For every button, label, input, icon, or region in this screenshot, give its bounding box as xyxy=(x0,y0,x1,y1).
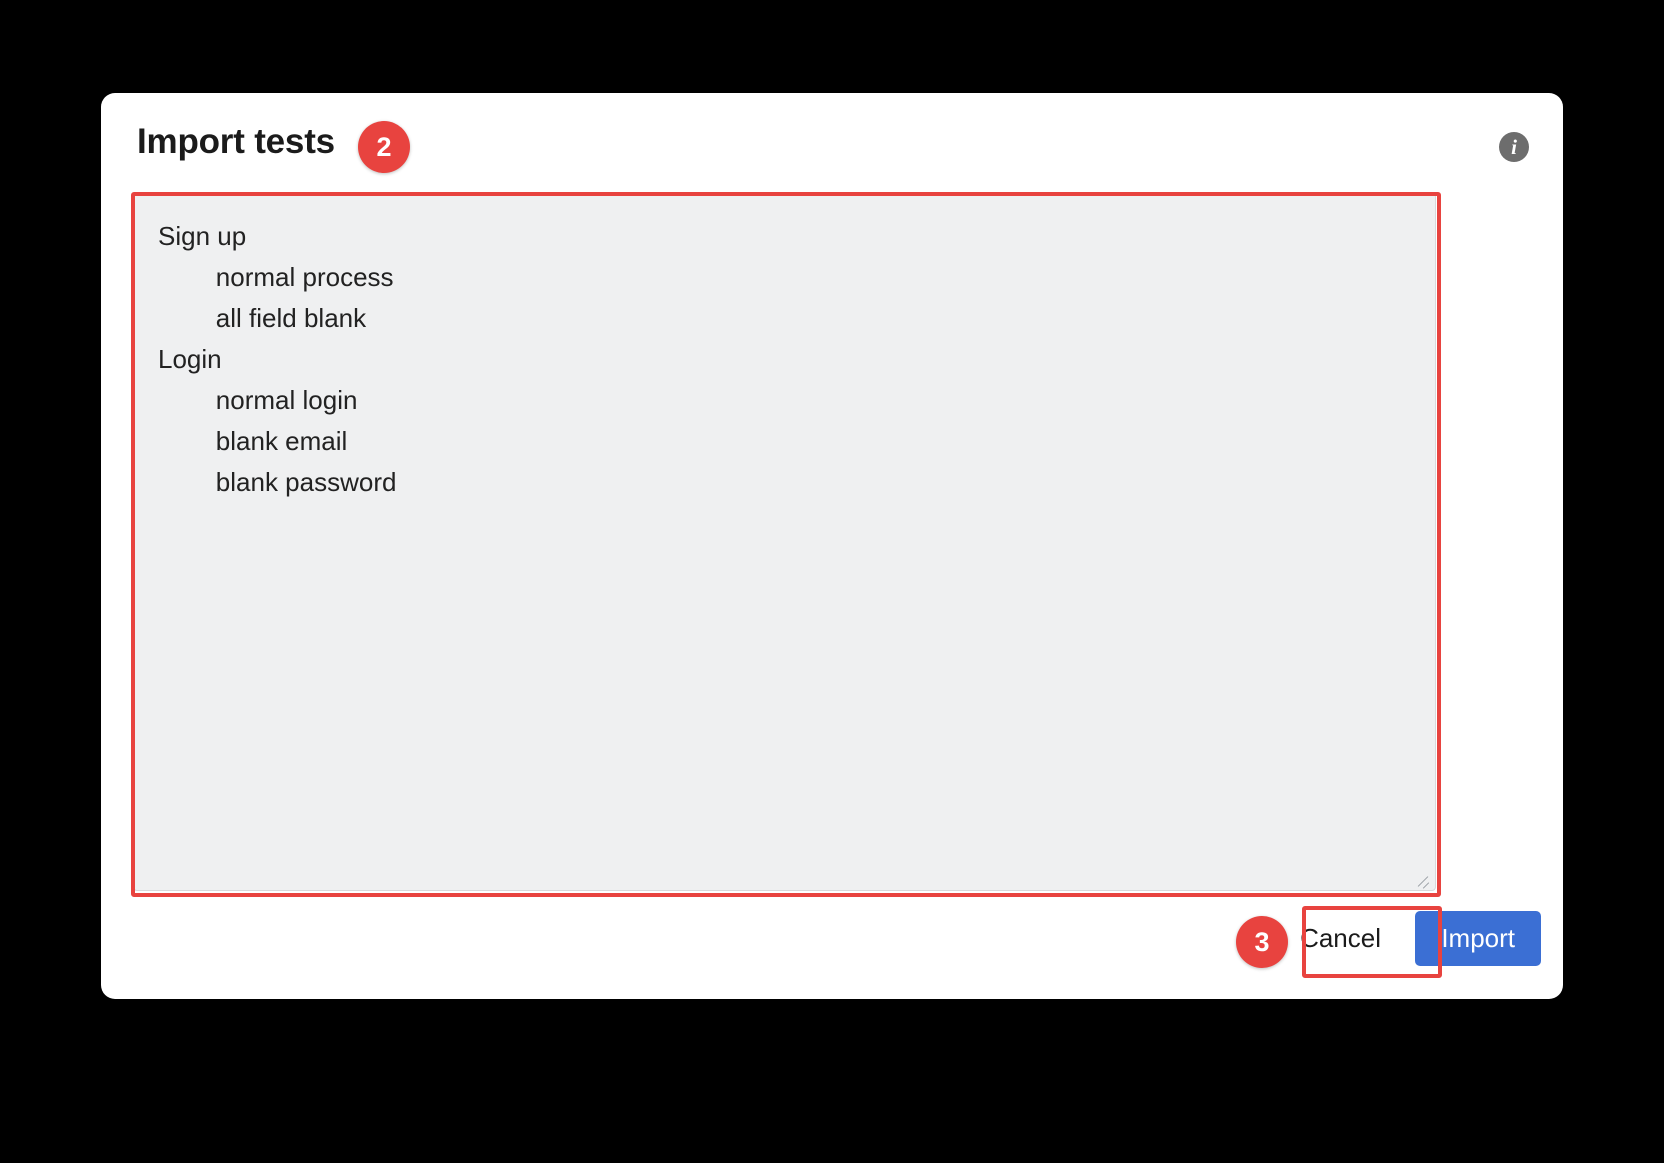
tests-textarea[interactable] xyxy=(133,193,1436,891)
import-tests-dialog xyxy=(101,93,1563,999)
cancel-button[interactable]: Cancel xyxy=(1294,915,1387,962)
dialog-header xyxy=(101,93,1563,203)
info-icon[interactable]: i xyxy=(1499,132,1529,162)
tests-textarea-wrapper xyxy=(133,193,1436,891)
step-badge-3: 3 xyxy=(1236,916,1288,968)
step-badge-2: 2 xyxy=(358,121,410,173)
import-button[interactable]: Import xyxy=(1415,911,1541,966)
page-title: Import tests xyxy=(137,122,335,161)
dialog-footer xyxy=(101,899,1563,999)
